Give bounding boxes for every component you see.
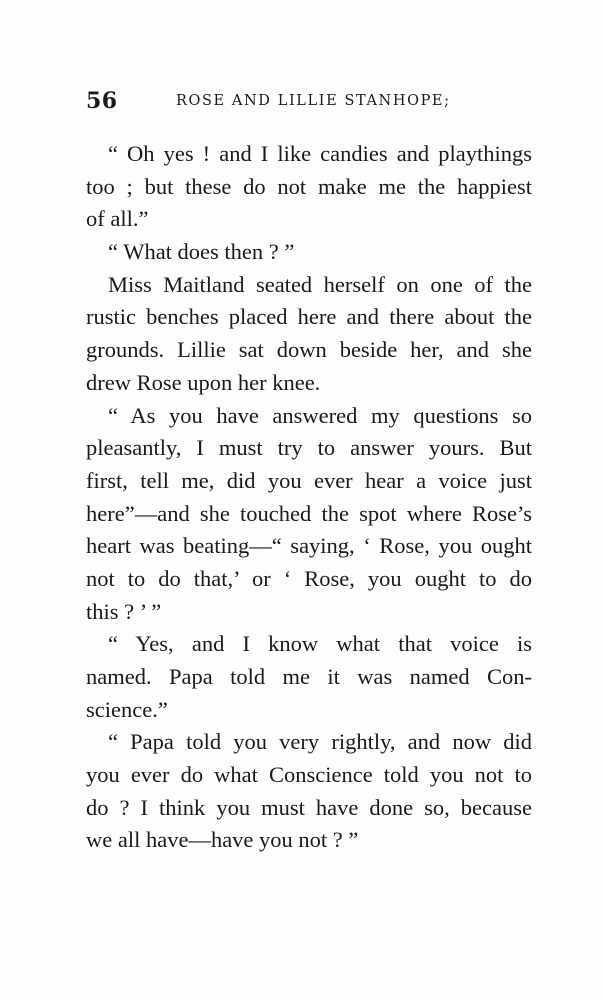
text-line: named. Papa told me it was named Con- bbox=[86, 664, 532, 689]
page-number: 56 bbox=[86, 88, 118, 114]
text-line: “ Yes, and I know what that voice is bbox=[108, 631, 532, 657]
text-line: this ? ’ ” bbox=[86, 598, 162, 624]
running-head: ROSE AND LILLIE STANHOPE; bbox=[176, 93, 451, 109]
text-line: “ Papa told you very rightly, and now did bbox=[108, 729, 532, 755]
text-line: drew Rose upon her knee. bbox=[86, 369, 321, 395]
text-line: grounds. Lillie sat down beside her, and she bbox=[86, 337, 532, 363]
text-line: “ What does then ? ” bbox=[108, 239, 295, 265]
text-line: we all have—have you not ? ” bbox=[86, 827, 359, 853]
page-header bbox=[86, 88, 532, 114]
text-line: heart was beating—“ saying, ‘ Rose, you ought bbox=[86, 533, 532, 559]
text-line: do ? I think you must have done so, because bbox=[86, 794, 532, 820]
text-line: not to do that,’ or ‘ Rose, you ought to do bbox=[86, 565, 532, 591]
text-line: too ; but these do not make me the happiest bbox=[86, 173, 532, 199]
text-line: first, tell me, did you ever hear a voice just bbox=[86, 467, 532, 493]
text-line: rustic benches placed here and there about the bbox=[86, 304, 532, 330]
text-line: of all.” bbox=[86, 206, 149, 232]
text-line: pleasantly, I must try to answer yours. But bbox=[86, 435, 532, 461]
text-line: “ Oh yes ! and I like candies and playthings bbox=[108, 141, 532, 166]
text-line: science.” bbox=[86, 696, 168, 722]
text-line: Miss Maitland seated herself on one of the bbox=[108, 271, 532, 297]
body-text bbox=[86, 138, 532, 857]
text-line: “ As you have answered my questions so bbox=[108, 402, 532, 428]
text-line: you ever do what Conscience told you not to bbox=[86, 762, 532, 788]
text-line: here”—and she touched the spot where Rose’s bbox=[86, 500, 532, 526]
